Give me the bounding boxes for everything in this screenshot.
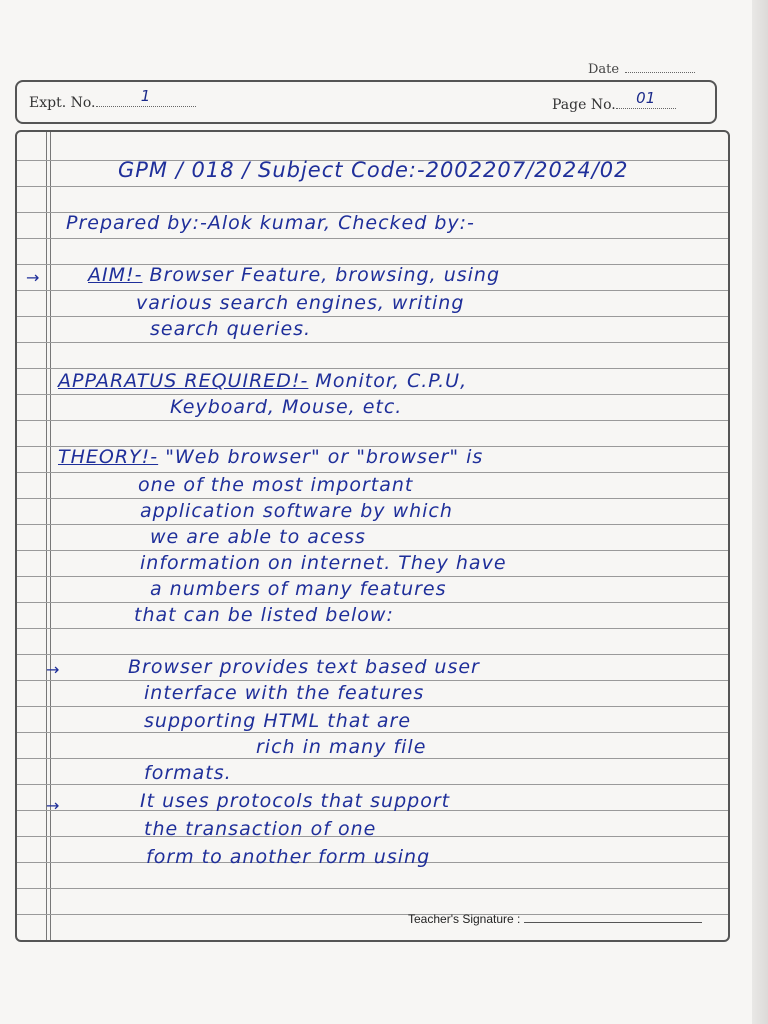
point-line: the transaction of one: [144, 818, 377, 840]
date-field: [588, 62, 695, 77]
aim-line: search queries.: [150, 318, 312, 340]
ruled-line: [17, 680, 728, 681]
point-line: form to another form using: [146, 846, 431, 868]
ruled-line: [17, 394, 728, 395]
ruled-line: [17, 186, 728, 187]
point-line: It uses protocols that support: [140, 790, 451, 812]
ruled-line: [17, 550, 728, 551]
expt-label: Expt. No.: [29, 95, 96, 111]
apparatus-label: APPARATUS REQUIRED!-: [58, 370, 309, 392]
ruled-line: [17, 238, 728, 239]
theory-line: one of the most important: [138, 474, 414, 496]
expt-field: [29, 87, 196, 111]
ruled-line: [17, 368, 728, 369]
point-line: formats.: [144, 762, 232, 784]
point-line: Browser provides text based user: [128, 656, 480, 678]
date-dotted-line: [625, 62, 695, 73]
theory-line: that can be listed below:: [134, 604, 394, 626]
ruled-line: [17, 316, 728, 317]
apparatus-line: Monitor, C.P.U,: [315, 370, 468, 392]
ruled-line: [17, 290, 728, 291]
ruled-line: [17, 524, 728, 525]
ruled-line: [17, 498, 728, 499]
theory-line: we are able to acess: [150, 526, 366, 548]
point-line: rich in many file: [256, 736, 427, 758]
ruled-line: [17, 732, 728, 733]
ruled-line: [17, 654, 728, 655]
page-no-dotted-line: [616, 89, 676, 109]
signature-label: Teacher's Signature :: [408, 912, 521, 926]
page-edge: [752, 0, 768, 1024]
page-no-value: 01: [636, 89, 656, 107]
ruled-line: [17, 628, 728, 629]
theory-line: "Web browser" or "browser" is: [165, 446, 484, 468]
teacher-signature-field: [408, 912, 702, 926]
date-label: Date: [588, 62, 620, 77]
ruled-line: [17, 706, 728, 707]
ruled-line: [17, 758, 728, 759]
theory-line: information on internet. They have: [140, 552, 507, 574]
aim-label: AIM!-: [88, 264, 143, 286]
expt-value: 1: [140, 87, 151, 105]
theory-line: a numbers of many features: [150, 578, 447, 600]
arrow-icon: →: [26, 268, 41, 287]
aim-line: various search engines, writing: [136, 292, 465, 314]
expt-dotted-line: [96, 87, 196, 107]
point-line: supporting HTML that are: [144, 710, 412, 732]
ruled-line: [17, 420, 728, 421]
arrow-icon: →: [46, 796, 61, 815]
theory-label: THEORY!-: [58, 446, 159, 468]
arrow-icon: →: [46, 660, 61, 679]
ruled-line: [17, 888, 728, 889]
point-line: interface with the features: [144, 682, 425, 704]
margin-line: [50, 132, 51, 940]
ruled-line: [17, 602, 728, 603]
prepared-by-line: Prepared by:-Alok kumar, Checked by:-: [66, 212, 475, 234]
ruled-line: [17, 472, 728, 473]
ruled-line: [17, 784, 728, 785]
apparatus-line: Keyboard, Mouse, etc.: [170, 396, 403, 418]
signature-line: [524, 912, 702, 923]
ruled-line: [17, 342, 728, 343]
aim-line: Browser Feature, browsing, using: [149, 264, 501, 286]
header-box: [15, 80, 717, 124]
ruled-line: [17, 576, 728, 577]
page-no-field: [552, 89, 676, 113]
page-no-label: Page No.: [552, 97, 616, 113]
theory-line: application software by which: [140, 500, 453, 522]
document-title: GPM / 018 / Subject Code:-2002207/2024/02: [118, 158, 629, 182]
margin-line: [46, 132, 47, 940]
